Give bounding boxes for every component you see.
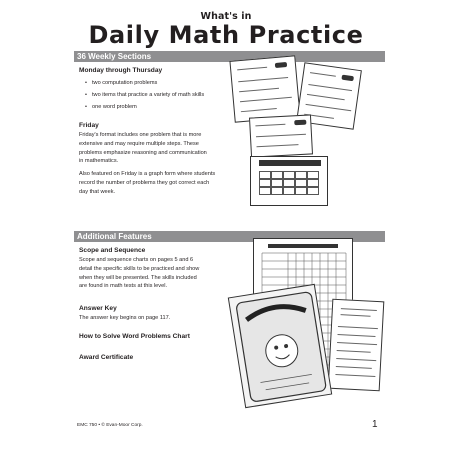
thumbnail-monday-page: [229, 55, 300, 123]
footer-credit: EMC 750 • © Evan-Moor Corp.: [77, 423, 143, 428]
bullet-item: • two items that practice a variety of math skills: [92, 92, 204, 98]
thumbnail-thursday-page: [249, 114, 313, 157]
award-heading: Award Certificate: [79, 354, 134, 361]
thumbnail-award-certificate: [228, 284, 332, 408]
text-line: problems emphasize reasoning and communication: [79, 149, 207, 156]
text-line: Scope and sequence charts on pages 5 and 6: [79, 257, 194, 263]
section-band-additional-label: Additional Features: [77, 232, 152, 241]
answer-key-heading: Answer Key: [79, 305, 117, 312]
mon-thu-heading: Monday through Thursday: [79, 67, 163, 74]
award-scroll-illustration: [229, 285, 333, 409]
text-line: Also featured on Friday is a graph form where students: [79, 171, 216, 177]
text-line: extensive and may require multiple steps. These: [79, 140, 199, 147]
text-line: day that week.: [79, 188, 116, 195]
bullet-item: • one word problem: [92, 104, 137, 110]
thumbnail-word-problems-chart: [328, 299, 385, 392]
text-line: when they will be presented. The skills included: [79, 274, 197, 281]
friday-heading: Friday: [79, 122, 99, 129]
text-line: record the number of problems they got correct each: [79, 179, 210, 186]
page-kicker: What's in: [200, 11, 252, 22]
bullet-item: • two computation problems: [92, 80, 157, 86]
scope-paragraph: [79, 256, 199, 291]
scope-heading: Scope and Sequence: [79, 247, 146, 254]
text-line: in mathematics.: [79, 158, 119, 165]
word-problems-heading: How to Solve Word Problems Chart: [79, 333, 190, 340]
text-line: Friday's format includes one problem that is more: [79, 132, 202, 138]
text-line: are found in math tests at this level.: [79, 283, 167, 290]
thumbnail-progress-graph: [250, 156, 328, 206]
answer-key-text: The answer key begins on page 117.: [79, 315, 171, 321]
section-band-weekly-label: 36 Weekly Sections: [77, 52, 152, 61]
text-line: detail the specific skills to be practiced and show: [79, 265, 200, 272]
friday-paragraph-2: [79, 170, 215, 196]
page-title: Daily Math Practice: [88, 21, 364, 49]
friday-paragraph-1: [79, 131, 207, 166]
page-number: 1: [372, 419, 378, 430]
